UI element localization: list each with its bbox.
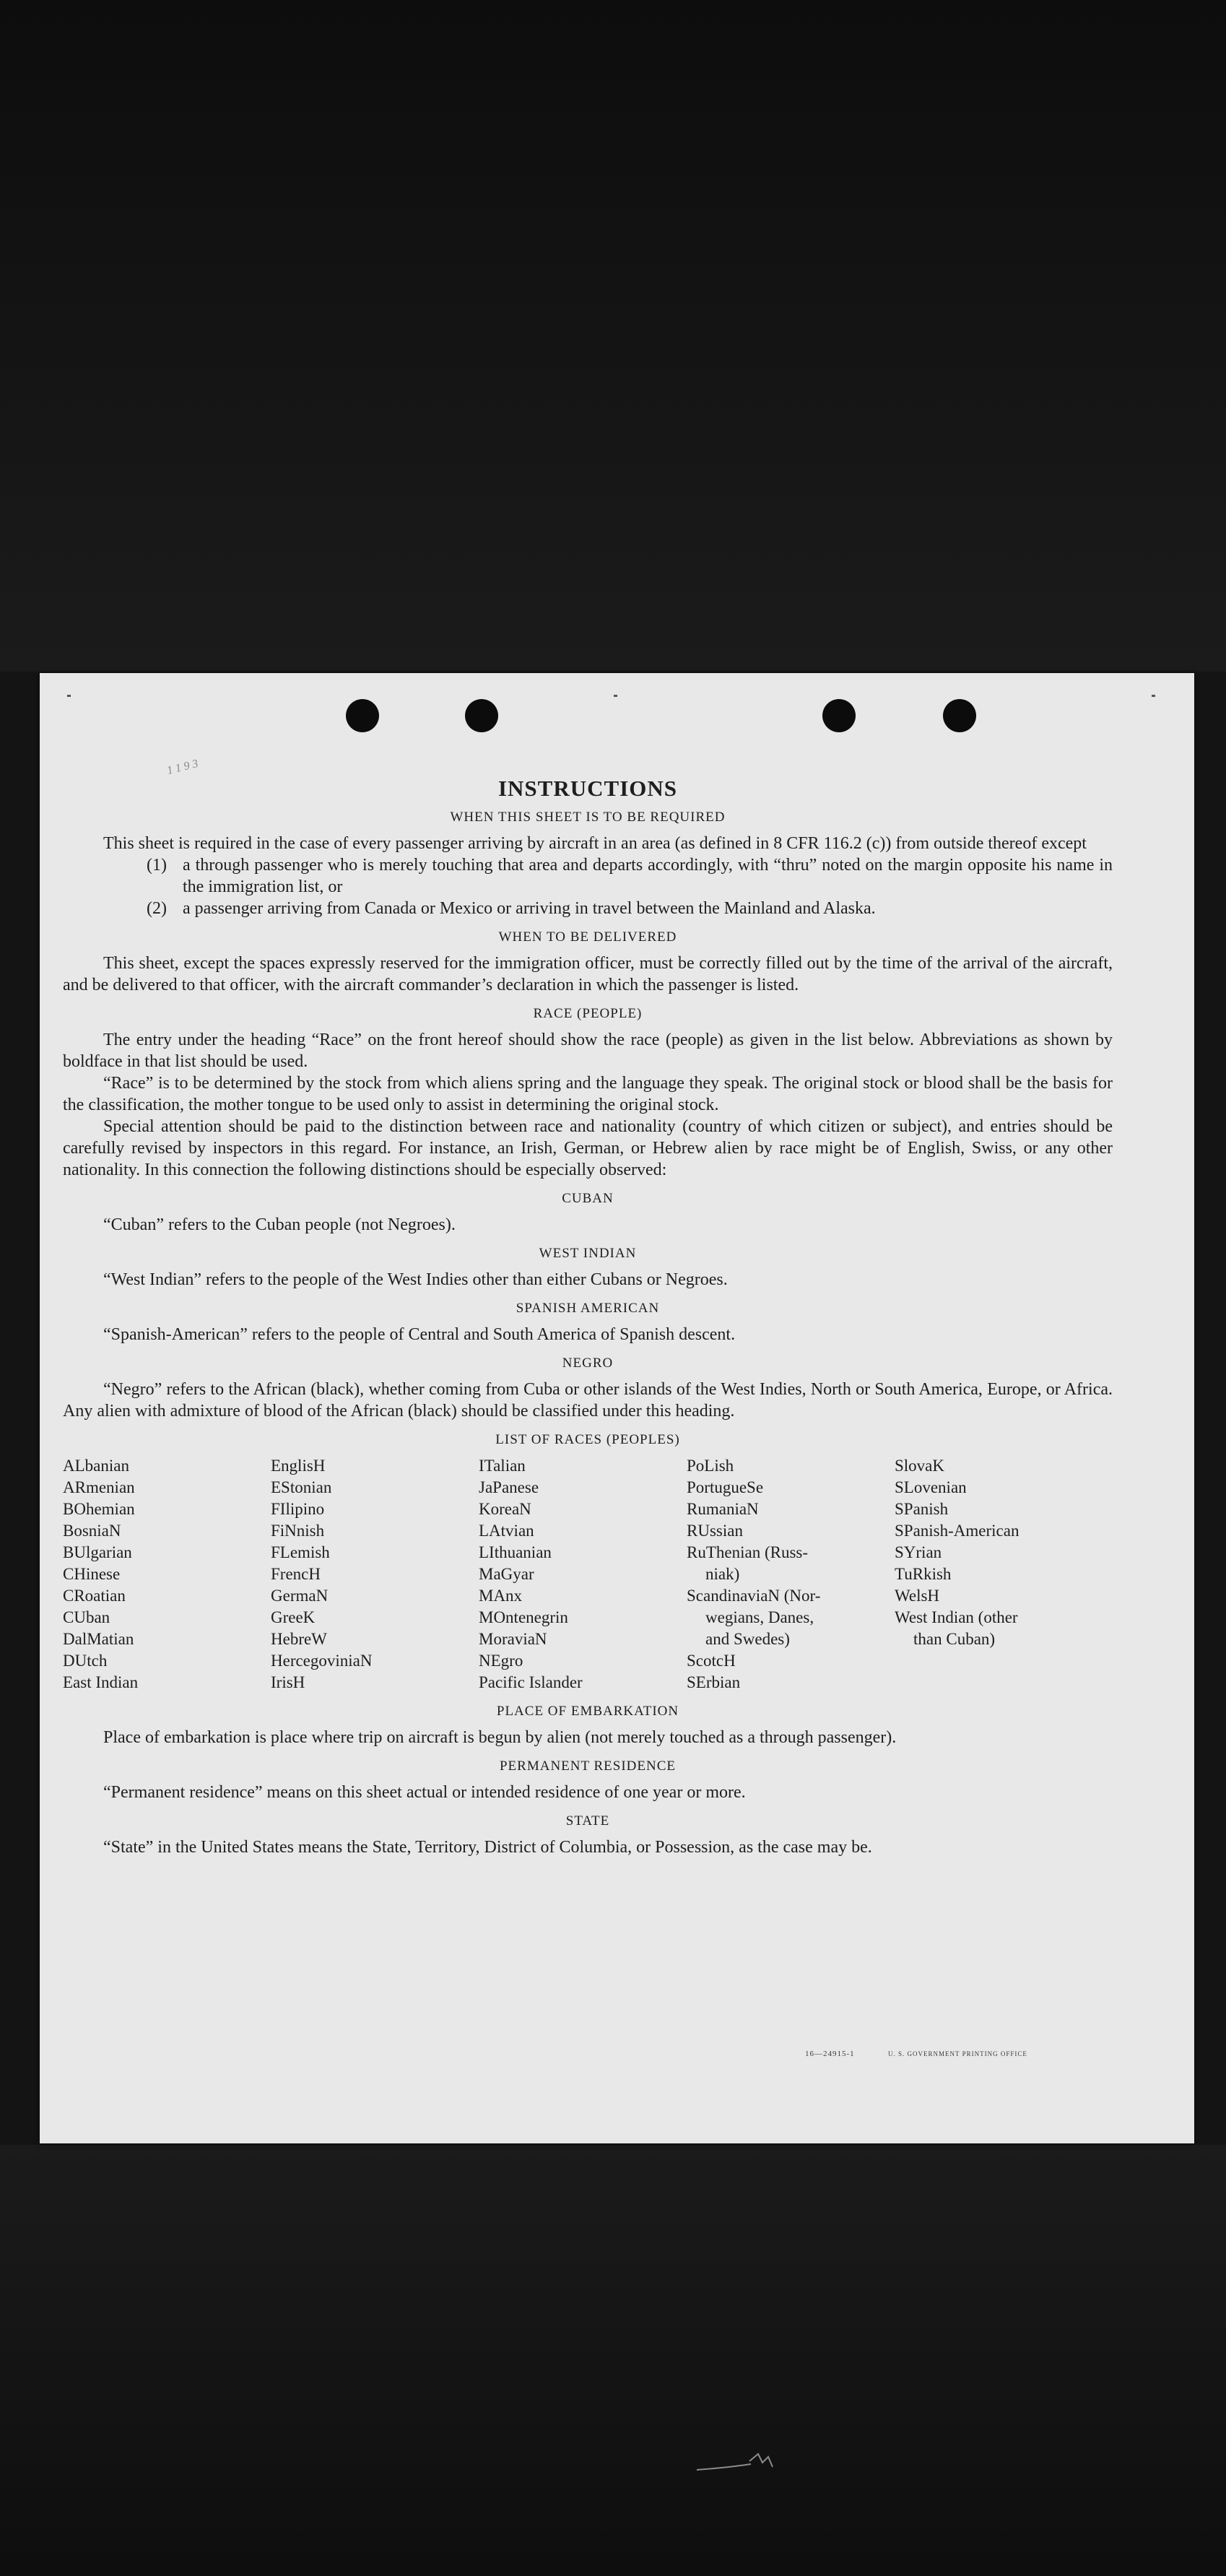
race-entry: MAnx [479,1587,523,1605]
race-entry: IrisH [271,1673,305,1691]
race-entry: PoLish [687,1457,734,1475]
race-entry: ALbanian [63,1457,129,1475]
paragraph: “Spanish-American” refers to the people of Central and South America of Spanish descent. [103,1325,736,1344]
race-entry: FLemish [271,1543,330,1561]
paragraph: “Negro” refers to the African (black), whether coming from Cuba or other islands of the West Indies, North or South America, Europe, or Africa. Any alien with admixture of blood of the African (black) should be classified under this heading. [63,1380,1113,1421]
race-entry: GreeK [271,1608,316,1626]
race-entry: and Swedes) [705,1630,790,1648]
handwritten-mark: 1 1 9 3 [165,757,200,778]
race-entry: West Indian (other [895,1608,1018,1626]
race-entry: MaGyar [479,1565,534,1583]
paragraph: Place of embarkation is place where trip on aircraft is begun by alien (not merely touched as a through passenger). [103,1728,897,1747]
race-entry: CHinese [63,1565,121,1583]
page-title: INSTRUCTIONS [497,776,677,801]
race-entry: GermaN [271,1587,329,1605]
paragraph: The entry under the heading “Race” on the front hereof should show the race (people) as given in the list below. Abbreviations as shown by boldface in that list should be used. [63,1031,1113,1071]
scan-background-top [0,0,1226,672]
race-entry: RumaniaN [687,1500,759,1518]
races-column [63,1455,271,1694]
race-entry: SErbian [687,1673,741,1691]
race-entry: than Cuban) [913,1630,996,1648]
race-entry: HebreW [271,1630,327,1648]
section-heading-list-of-races: LIST OF RACES (PEOPLES) [495,1432,680,1447]
race-entry: FIlipino [271,1500,325,1518]
section-heading-race: RACE (PEOPLE) [533,1006,643,1021]
punch-hole [346,699,379,732]
paragraph: “Race” is to be determined by the stock from which aliens spring and the language they speak. The original stock or blood shall be the basis for the classification, the mother tongue to be used only to assist in determining the original stock. [63,1074,1113,1114]
race-entry: EnglisH [271,1457,326,1475]
race-entry: MOntenegrin [479,1608,568,1626]
section-heading-spanish-american: SPANISH AMERICAN [516,1301,660,1316]
race-entry: JaPanese [479,1478,539,1496]
paragraph: This sheet, except the spaces expressly reserved for the immigration officer, must be correctly filled out by the time of the arrival of the aircraft, and be delivered to that officer, with the aircraft commander’s declaration in which the passenger is listed. [63,954,1113,994]
race-entry: Pacific Islander [479,1673,583,1691]
race-entry: SYrian [895,1543,942,1561]
section-heading-embarkation: PLACE OF EMBARKATION [496,1704,679,1719]
race-entry: BosniaN [63,1522,121,1540]
race-entry: East Indian [63,1673,139,1691]
margin-mark [67,695,71,697]
races-list [63,1455,1113,1694]
races-column [895,1455,1103,1694]
item-number: (2) [147,899,167,918]
instructions-document [63,771,1113,1858]
paragraph: “Cuban” refers to the Cuban people (not Negroes). [103,1215,456,1234]
races-column [687,1455,895,1694]
race-entry: SPanish-American [895,1522,1020,1540]
race-entry: LAtvian [479,1522,534,1540]
race-entry: PortugueSe [687,1478,764,1496]
paragraph: This sheet is required in the case of every passenger arriving by aircraft in an area (as defined in 8 CFR 116.2 (c)) from outside thereof except [103,834,1087,853]
race-entry: ScandinaviaN (Nor- [687,1587,821,1605]
race-entry: SPanish [895,1500,949,1518]
race-entry: SLovenian [895,1478,967,1496]
race-entry: SlovaK [895,1457,944,1475]
race-entry: FrencH [271,1565,321,1583]
race-entry: ITalian [479,1457,526,1475]
section-heading-negro: NEGRO [562,1356,614,1371]
race-entry: WelsH [895,1587,940,1605]
list-item [147,854,1113,898]
race-entry: TuRkish [895,1565,952,1583]
section-heading-cuban: CUBAN [562,1191,614,1206]
race-entry: RuThenian (Russ- [687,1543,809,1561]
race-entry: wegians, Danes, [705,1608,814,1626]
race-entry: BUlgarian [63,1543,132,1561]
list-item [147,898,1113,919]
paragraph: “West Indian” refers to the people of the West Indies other than either Cubans or Negroes. [103,1270,728,1289]
scan-background-bottom [0,2145,1226,2576]
section-heading-residence: PERMANENT RESIDENCE [499,1758,677,1774]
section-heading-when-required: WHEN THIS SHEET IS TO BE REQUIRED [450,810,726,825]
race-entry: CUban [63,1608,110,1626]
instruction-sheet [40,673,1194,2143]
form-code: 16—24915-1 [805,2050,855,2058]
section-heading-state: STATE [565,1813,610,1829]
race-entry: KoreaN [479,1500,531,1518]
race-entry: HercegoviniaN [271,1652,373,1670]
race-entry: BOhemian [63,1500,135,1518]
paragraph: “Permanent residence” means on this sheet actual or intended residence of one year or more. [103,1783,746,1802]
race-entry: NEgro [479,1652,523,1670]
race-entry: LIthuanian [479,1543,552,1561]
punch-hole [943,699,976,732]
punch-hole [465,699,498,732]
race-entry: EStonian [271,1478,332,1496]
paragraph: Special attention should be paid to the distinction between race and nationality (country of which citizen or subject), and entries should be carefully revised by inspectors in this regard. For instance, an Irish, German, or Hebrew alien by race might be of English, Swiss, or any other nationality. In this connection the following distinctions should be especially observed: [63,1117,1113,1179]
race-entry: DUtch [63,1652,108,1670]
races-column [479,1455,687,1694]
race-entry: DalMatian [63,1630,134,1648]
margin-mark [614,695,617,697]
race-entry: ScotcH [687,1652,736,1670]
item-text: a through passenger who is merely touching that area and departs accordingly, with “thru” noted on the margin opposite his name in the immigration list, or [183,856,1113,896]
race-entry: FiNnish [271,1522,325,1540]
races-column [271,1455,479,1694]
item-text: a passenger arriving from Canada or Mexico or arriving in travel between the Mainland and Alaska. [183,899,876,918]
race-entry: ARmenian [63,1478,135,1496]
ink-scribble [693,2448,780,2477]
race-entry: RUssian [687,1522,743,1540]
printer-imprint: U. S. GOVERNMENT PRINTING OFFICE [888,2050,1027,2057]
race-entry: niak) [705,1565,740,1583]
section-heading-when-delivered: WHEN TO BE DELIVERED [498,929,677,945]
margin-mark [1152,695,1155,697]
section-heading-west-indian: WEST INDIAN [539,1246,637,1261]
race-entry: MoraviaN [479,1630,547,1648]
race-entry: CRoatian [63,1587,126,1605]
paragraph: “State” in the United States means the State, Territory, District of Columbia, or Possession, as the case may be. [103,1838,872,1857]
item-number: (1) [147,856,167,875]
punch-hole [822,699,856,732]
